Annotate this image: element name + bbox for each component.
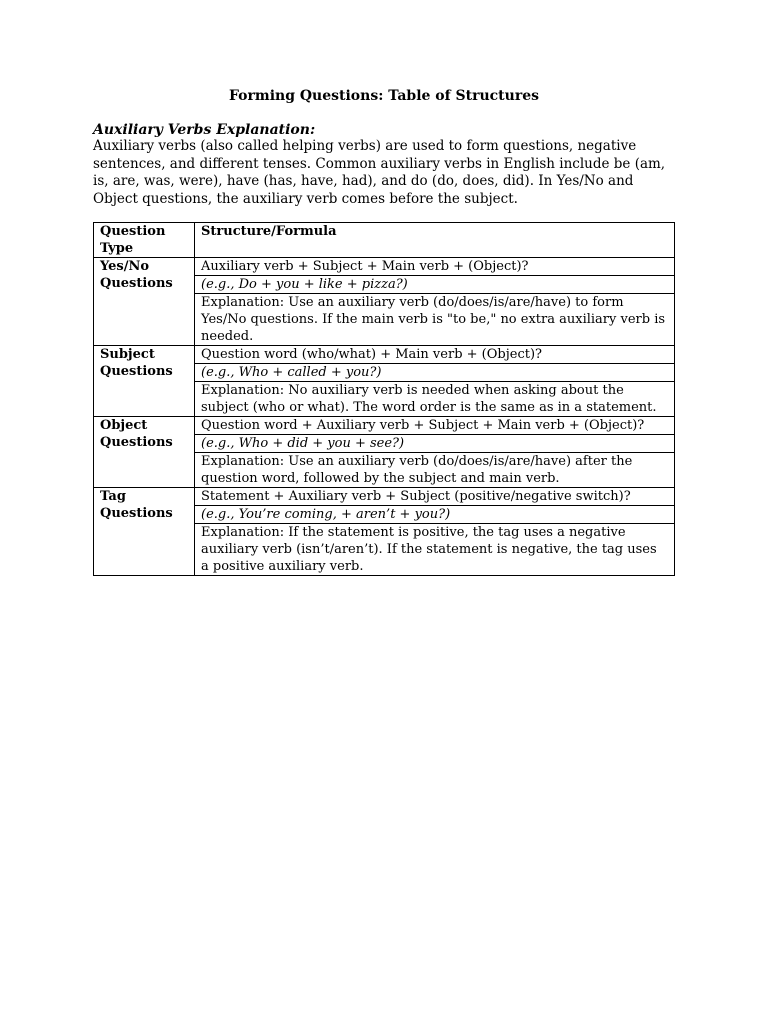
- example-prefix: (e.g.,: [201, 436, 239, 451]
- explanation-cell: Explanation: If the statement is positive, the tag uses a negative auxiliary verb (isn’t/aren’t). If the statement is negative, the tag uses a positive auxiliary verb.: [195, 524, 675, 576]
- aux-verbs-heading: Auxiliary Verbs Explanation:: [93, 122, 316, 138]
- example-cell: [195, 276, 675, 294]
- example-cell: [195, 506, 675, 524]
- explanation-cell: Explanation: Use an auxiliary verb (do/does/is/are/have) to form Yes/No questions. If the main verb is "to be," no extra auxiliary verb is needed.: [195, 294, 675, 346]
- example-prefix: (e.g.,: [201, 277, 239, 292]
- question-type-cell: Subject Questions: [94, 346, 195, 417]
- explanation-cell: Explanation: No auxiliary verb is needed when asking about the subject (who or what). The word order is the same as in a statement.: [195, 382, 675, 417]
- example-cell: [195, 435, 675, 453]
- question-type-cell: Yes/No Questions: [94, 258, 195, 346]
- example-text: Do + you + like + pizza?): [238, 277, 408, 292]
- question-structures-table: [93, 222, 675, 576]
- aux-verbs-paragraph: Auxiliary verbs (also called helping verbs) are used to form questions, negative sentences, and different tenses. Common auxiliary verbs in English include be (am, is, are, was, were), have (has, have, had), and do (do, does, did). In Yes/No and Object questions, the auxiliary verb comes before the subject.: [93, 138, 666, 207]
- table-row: [94, 258, 675, 276]
- example-prefix: (e.g.,: [201, 507, 239, 522]
- question-type-cell: Object Questions: [94, 417, 195, 488]
- formula-cell: Question word (who/what) + Main verb + (Object)?: [195, 346, 675, 364]
- explanation-cell: Explanation: Use an auxiliary verb (do/does/is/are/have) after the question word, followed by the subject and main verb.: [195, 453, 675, 488]
- example-cell: [195, 364, 675, 382]
- header-structure-formula: Structure/Formula: [195, 223, 675, 258]
- table-row: [94, 346, 675, 364]
- example-text: You’re coming, + aren’t + you?): [238, 507, 451, 522]
- table-row: [94, 488, 675, 506]
- example-prefix: (e.g.,: [201, 365, 239, 380]
- formula-cell: Question word + Auxiliary verb + Subject + Main verb + (Object)?: [195, 417, 675, 435]
- document-title: Forming Questions: Table of Structures: [229, 88, 539, 104]
- example-text: Who + did + you + see?): [238, 436, 405, 451]
- table-row: [94, 417, 675, 435]
- question-type-cell: Tag Questions: [94, 488, 195, 576]
- example-text: Who + called + you?): [238, 365, 382, 380]
- formula-cell: Auxiliary verb + Subject + Main verb + (Object)?: [195, 258, 675, 276]
- formula-cell: Statement + Auxiliary verb + Subject (positive/negative switch)?: [195, 488, 675, 506]
- table-header-row: [94, 223, 675, 258]
- header-question-type: Question Type: [94, 223, 195, 258]
